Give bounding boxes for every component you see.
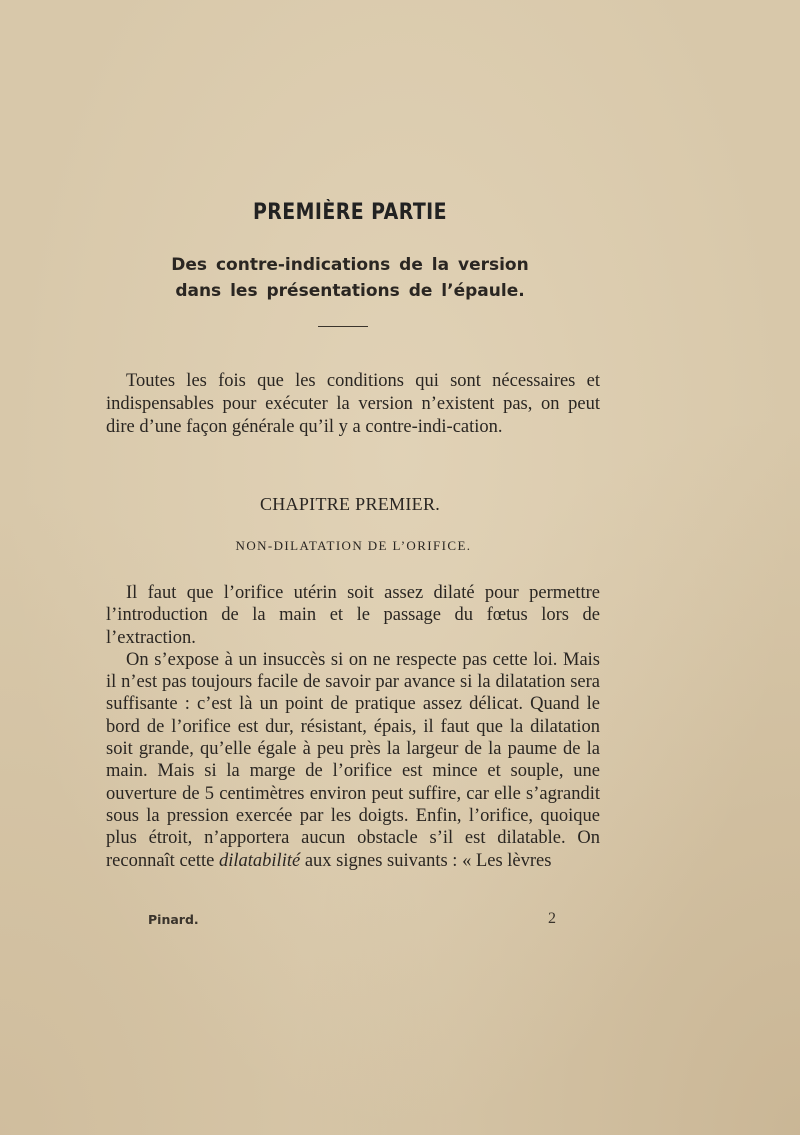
part-subtitle: [0, 252, 700, 304]
paragraph-2-emphasis: dilatabilité: [219, 850, 301, 871]
paragraph-1: Il faut que l’orifice utérin soit assez dilaté pour permettre l’introduction de la main et le passage du fœtus lors de l’extraction.: [106, 583, 600, 648]
subtitle-line-1: Des contre-indications de la version: [171, 255, 529, 275]
chapter-heading: CHAPITRE PREMIER.: [259, 494, 441, 514]
paragraph-2: [106, 649, 600, 872]
footer-signature-mark: 2: [548, 910, 556, 927]
title-divider: [318, 326, 368, 327]
paragraph-2-text: On s’expose à un insuccès si on ne respecte pas cette loi. Mais il n’est pas toujours facile de savoir par avance si la dilatation sera suffisante : c’est là un point de pratique assez délicat. Quand le bord de l’orifice est dur, résistant, épais, il faut que la dilatation soit grande, qu’elle égale à peu près la largeur de la paume de la main. Mais si la marge de l’orifice est mince et souple, une ouverture de 5 centimètres environ peut suffire, car elle s’agrandit sous la pression exercée par les doigts. Enfin, l’orifice, quoique plus étroit, n’apportera aucun obstacle s’il est dilatable. On reconnaît cette: [106, 649, 600, 871]
intro-text: Toutes les fois que les conditions qui sont nécessaires et indispensables pour exécuter la version n’existent pas, on peut dire d’une façon générale qu’il y a contre-indi-cation.: [106, 371, 600, 437]
body-text: [106, 582, 600, 872]
section-heading: NON-DILATATION DE L’ORIFICE.: [235, 538, 472, 553]
intro-paragraph: [106, 370, 600, 439]
part-title: PREMIÈRE PARTIE: [252, 200, 448, 225]
subtitle-line-2: dans les présentations de l’épaule.: [175, 281, 525, 301]
footer-author: Pinard.: [148, 912, 199, 927]
paragraph-2-continuation: aux signes suivants : « Les lèvres: [304, 850, 552, 871]
